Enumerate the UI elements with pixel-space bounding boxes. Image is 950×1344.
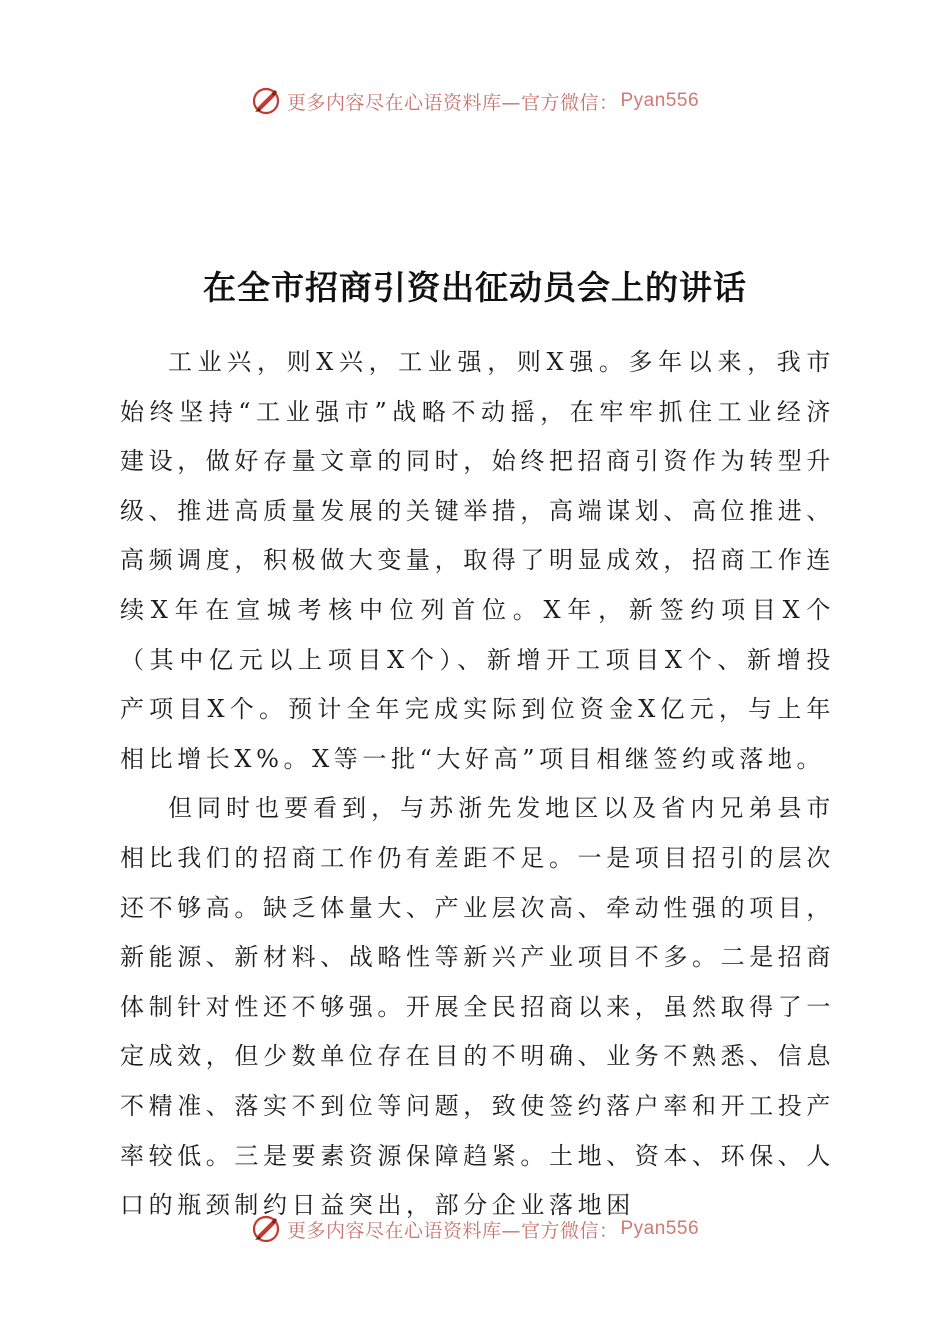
paragraph-2: 但同时也要看到，与苏浙先发地区以及省内兄弟县市相比我们的招商工作仍有差距不足。一是项目招引的层次还不够高。缺乏体量大、产业层次高、牵动性强的项目，新能源、新材料、战略性等新兴产业项目不多。二是招商体制针对性还不够强。开展全民招商以来，虽然取得了一定成效，但少数单位存在目的不明确、业务不熟悉、信息不精准、落实不到位等问题，致使签约落户率和开工投产率较低。三是要素资源保障趋紧。土地、资本、环保、人口的瓶颈制约日益突出，部分企业落地困	[120, 794, 835, 1220]
watermark-wechat-id: Pyan556	[620, 90, 700, 111]
header-watermark	[0, 86, 950, 116]
watermark-label: 更多内容尽在心语资料库—官方微信：	[286, 91, 619, 114]
paragraph-1: 工业兴，则X兴，工业强，则X强。多年以来，我市始终坚持“工业强市”战略不动摇，在牢牢抓住工业经济建设，做好存量文章的同时，始终把招商引资作为转型升级、推进高质量发展的关键举措，高端谋划、高位推进、高频调度，积极做大变量，取得了明显成效，招商工作连续X年在宣城考核中位列首位。X年，新签约项目X个（其中亿元以上项目X个）、新增开工项目X个、新增投产项目X个。预计全年完成实际到位资金X亿元，与上年相比增长X%。X等一批“大好高”项目相继签约或落地。	[120, 348, 835, 773]
watermark-label: 更多内容尽在心语资料库—官方微信：	[286, 1219, 619, 1242]
watermark-wechat-id: Pyan556	[620, 1218, 700, 1239]
footer-watermark	[0, 1214, 950, 1244]
pen-logo-icon	[251, 86, 281, 116]
pen-logo-icon	[251, 1214, 281, 1244]
document-title: 在全市招商引资出征动员会上的讲话	[203, 268, 747, 307]
document-body	[120, 338, 835, 1231]
